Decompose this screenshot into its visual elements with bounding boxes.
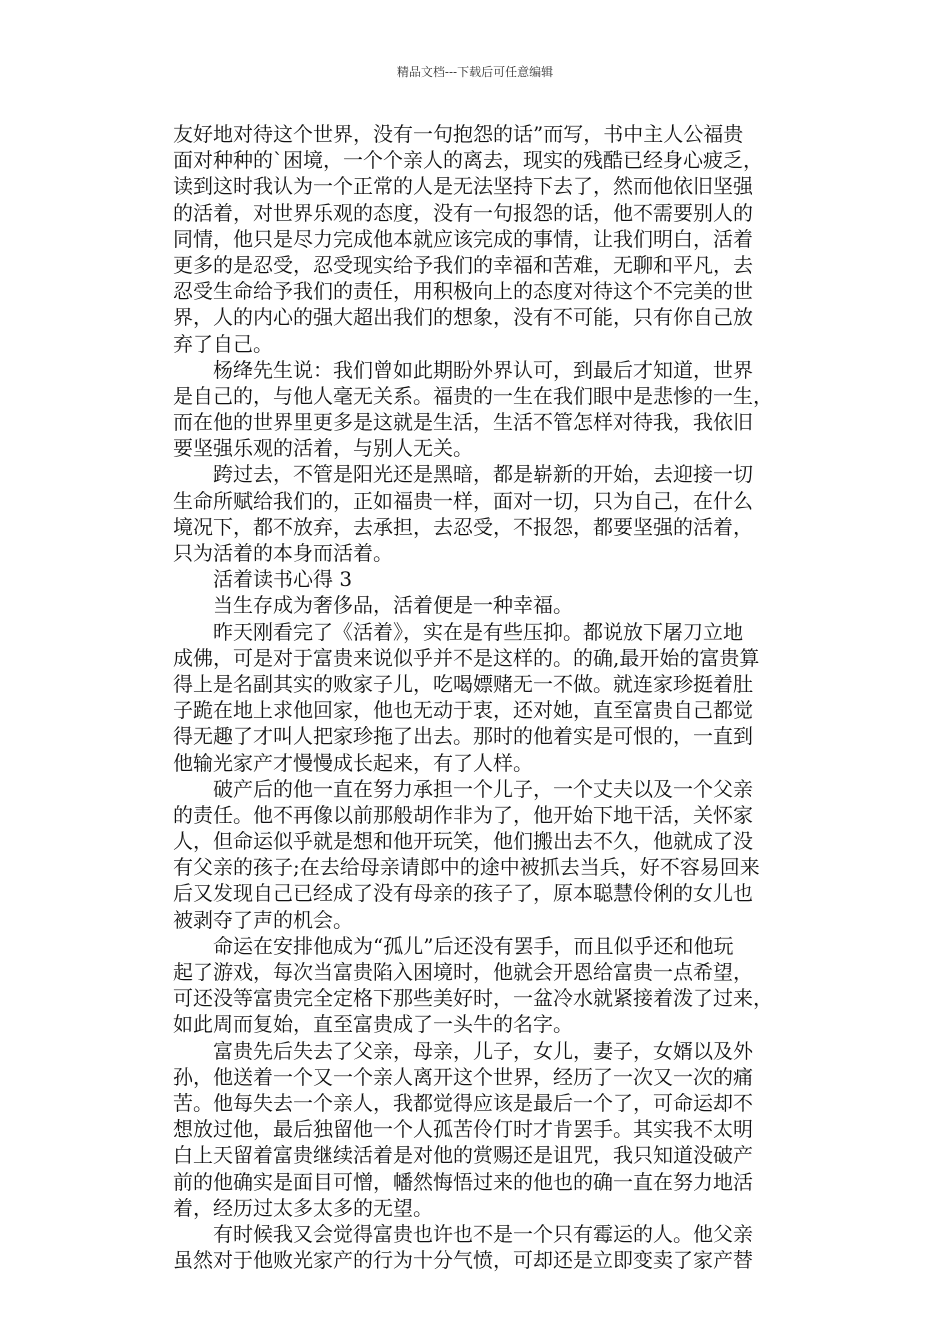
text-line: 忍受生命给予我们的责任，用积极向上的态度对待这个不完美的世 bbox=[173, 279, 753, 304]
text-line: 的活着，对世界乐观的态度，没有一句报怨的话，他不需要别人的 bbox=[173, 200, 753, 225]
text-line: 更多的是忍受，忍受现实给予我们的幸福和苦难，无聊和平凡，去 bbox=[173, 252, 753, 277]
text-line: 同情，他只是尽力完成他本就应该完成的事情，让我们明白，活着 bbox=[173, 226, 753, 251]
text-line: 而在他的世界里更多是这就是生活，生活不管怎样对待我，我依旧 bbox=[173, 410, 753, 435]
text-line: 后又发现自己已经成了没有母亲的孩子了，原本聪慧伶俐的女儿也 bbox=[173, 881, 753, 906]
text-line: 友好地对待这个世界，没有一句抱怨的话”而写，书中主人公福贵 bbox=[173, 122, 744, 146]
paragraph bbox=[173, 121, 813, 357]
paragraph bbox=[173, 461, 813, 566]
text-line: 境况下，都不放弃，去承担，去忍受，不报怨，都要坚强的活着， bbox=[173, 514, 753, 539]
text-line: 白上天留着富贵继续活着是对他的赏赐还是诅咒，我只知道没破产 bbox=[173, 1143, 753, 1168]
text-line: 他输光家产才慢慢成长起来，有了人样。 bbox=[173, 750, 533, 775]
text-line: 要坚强乐观的活着，与别人无关。 bbox=[173, 436, 473, 461]
paragraph bbox=[173, 1221, 813, 1273]
text-line: 生命所赋给我们的，正如福贵一样，面对一切，只为自己，在什么 bbox=[173, 488, 753, 513]
paragraph bbox=[173, 566, 813, 592]
text-line: 跨过去，不管是阳光还是黑暗，都是崭新的开始，去迎接一切 bbox=[213, 462, 753, 487]
text-line: 面对种种的`困境，一个个亲人的离去，现实的残酷已经身心疲乏， bbox=[173, 148, 763, 173]
text-line: 有父亲的孩子;在去给母亲请郎中的途中被抓去当兵，好不容易回来 bbox=[173, 855, 760, 880]
text-line: 当生存成为奢侈品，活着便是一种幸福。 bbox=[213, 593, 573, 618]
text-line: 破产后的他一直在努力承担一个儿子，一个丈夫以及一个父亲 bbox=[213, 776, 753, 801]
text-line: 如此周而复始，直至富贵成了一头牛的名字。 bbox=[173, 1012, 573, 1037]
text-line: 被剥夺了声的机会。 bbox=[173, 907, 353, 932]
text-line: 有时候我又会觉得富贵也许也不是一个只有霉运的人。他父亲 bbox=[213, 1221, 753, 1246]
paragraph bbox=[173, 1038, 813, 1221]
text-line: 读到这时我认为一个正常的人是无法坚持下去了，然而他依旧坚强 bbox=[173, 174, 753, 199]
text-line: 命运在安排他成为“孤儿”后还没有罢手，而且似乎还和他玩 bbox=[213, 933, 734, 958]
text-line: 是自己的，与他人毫无关系。福贵的一生在我们眼中是悲惨的一生， bbox=[173, 383, 773, 408]
text-line: 孙，他送着一个又一个亲人离开这个世界，经历了一次又一次的痛 bbox=[173, 1064, 753, 1089]
text-line: 昨天刚看完了《活着》，实在是有些压抑。都说放下屠刀立地 bbox=[213, 619, 743, 644]
document-body bbox=[173, 121, 813, 1273]
text-line: 成佛，可是对于富贵来说似乎并不是这样的。的确,最开始的富贵算 bbox=[173, 645, 760, 670]
paragraph bbox=[173, 776, 813, 933]
text-line: 苦。他每失去一个亲人，我都觉得应该是最后一个了，可命运却不 bbox=[173, 1090, 753, 1115]
page-header: 精品文档---下载后可任意编辑 bbox=[396, 65, 554, 79]
text-line: 前的他确实是面目可憎，幡然悔悟过来的他也的确一直在努力地活 bbox=[173, 1169, 753, 1194]
text-line: 人，但命运似乎就是想和他开玩笑，他们搬出去不久，他就成了没 bbox=[173, 829, 753, 854]
text-line: 只为活着的本身而活着。 bbox=[173, 541, 393, 565]
paragraph bbox=[173, 933, 813, 1038]
text-line: 子跪在地上求他回家，他也无动于衷，还对她，直至富贵自己都觉 bbox=[173, 698, 753, 723]
text-line: 界，人的内心的强大超出我们的想象，没有不可能，只有你自己放 bbox=[173, 305, 753, 330]
text-line: 可还没等富贵完全定格下那些美好时，一盆冷水就紧接着泼了过来， bbox=[173, 986, 773, 1011]
paragraph bbox=[173, 592, 813, 618]
text-line: 得上是名副其实的败家子儿，吃喝嫖赌无一不做。就连家珍挺着肚 bbox=[173, 671, 753, 696]
text-line: 起了游戏，每次当富贵陷入困境时，他就会开恩给富贵一点希望， bbox=[173, 960, 753, 984]
text-line: 富贵先后失去了父亲，母亲，儿子，女儿，妻子，女婿以及外 bbox=[213, 1038, 753, 1063]
text-line: 杨绛先生说：我们曾如此期盼外界认可，到最后才知道，世界 bbox=[213, 357, 753, 382]
text-line: 虽然对于他败光家产的行为十分气愤，可却还是立即变卖了家产替 bbox=[173, 1248, 753, 1273]
paragraph bbox=[173, 357, 813, 462]
text-line: 弃了自己。 bbox=[173, 331, 273, 356]
paragraph bbox=[173, 619, 813, 776]
text-line: 想放过他，最后独留他一个人孤苦伶仃时才肯罢手。其实我不太明 bbox=[173, 1117, 753, 1142]
text-line: 的责任。他不再像以前那般胡作非为了，他开始下地干活，关怀家 bbox=[173, 802, 753, 827]
text-line: 得无趣了才叫人把家珍拖了出去。那时的他着实是可恨的，一直到 bbox=[173, 724, 753, 749]
text-line: 着，经历过太多太多的无望。 bbox=[173, 1195, 433, 1220]
text-line: 活着读书心得 3 bbox=[213, 567, 353, 592]
